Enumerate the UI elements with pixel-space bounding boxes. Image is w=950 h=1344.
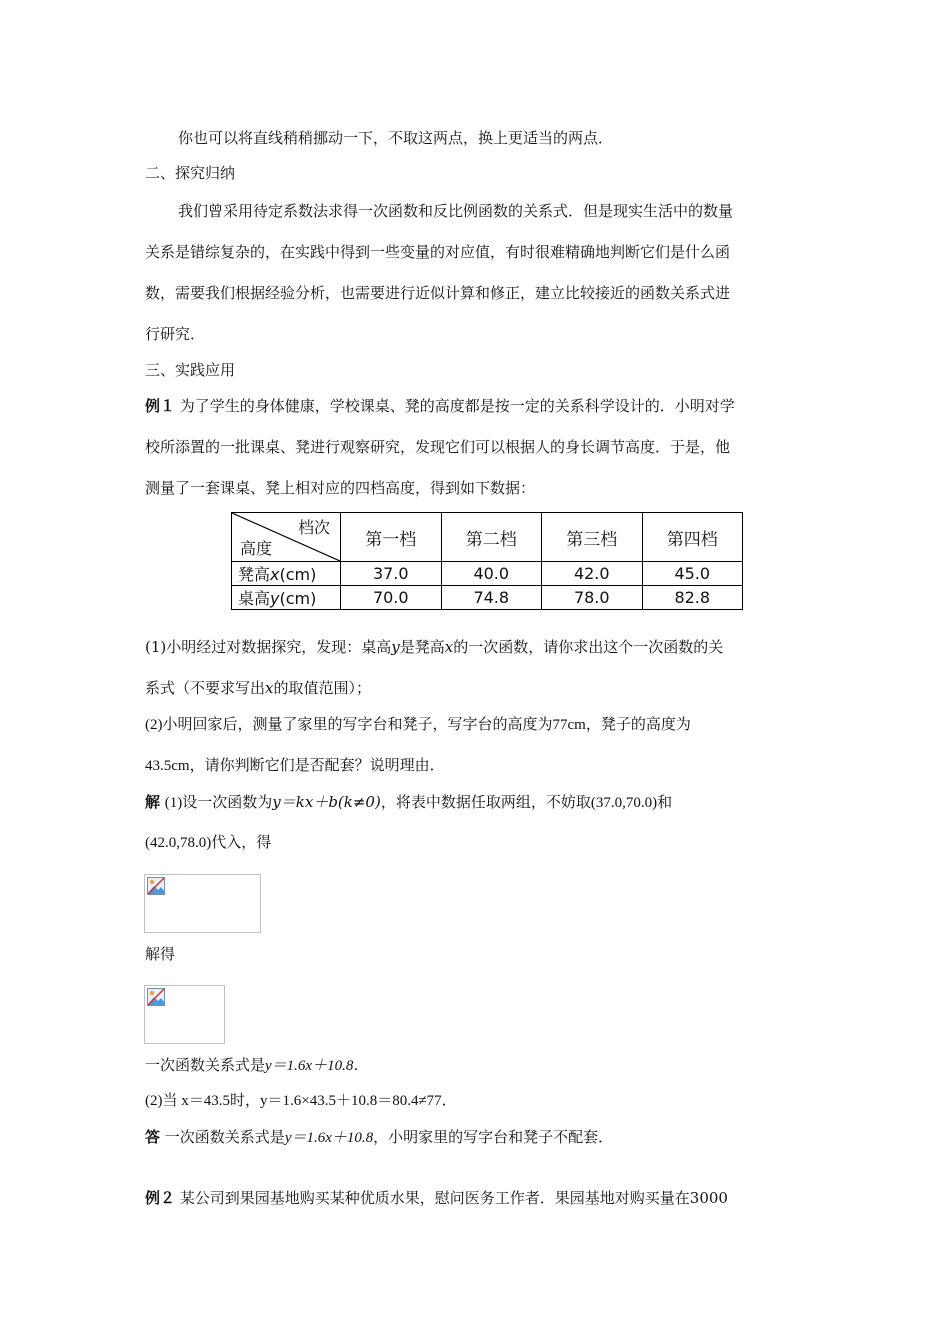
section-heading: 二、探究归纳 <box>145 164 236 182</box>
row-header <box>232 586 341 610</box>
table-cell: 42.0 <box>542 562 643 586</box>
row-variable: y <box>270 589 280 608</box>
equation: y＝kx＋b(k≠0) <box>272 793 381 811</box>
paragraph-line: 解得 <box>145 945 176 963</box>
answer-line <box>145 1127 613 1148</box>
variable: x <box>444 638 454 656</box>
column-header: 第一档 <box>341 513 442 562</box>
example-label: 例２ <box>145 1189 176 1207</box>
text-span: 的一次函数，请你求出这个一次函数的关 <box>453 638 724 656</box>
table-cell: 82.8 <box>642 586 743 610</box>
example-label: 例１ <box>145 397 176 415</box>
row-unit: (cm) <box>279 565 317 584</box>
equation: y＝1.6x＋10.8 <box>284 1130 374 1146</box>
row-unit: (cm) <box>279 589 317 608</box>
answer-label: 答 <box>145 1128 161 1146</box>
paragraph-line: 你也可以将直线稍稍挪动一下，不取这两点，换上更适当的两点． <box>178 129 614 147</box>
height-data-table <box>231 512 743 610</box>
text-span: 一次函数关系式是 <box>145 1056 266 1074</box>
paragraph-line: 43.5cm，请你判断它们是否配套？说明理由． <box>145 758 445 774</box>
table-row <box>232 586 743 610</box>
paragraph-line <box>145 678 371 698</box>
paragraph-line: 行研究． <box>145 325 206 343</box>
paragraph-line: 我们曾采用待定系数法求得一次函数和反比例函数的关系式．但是现实生活中的数量 <box>178 202 734 220</box>
column-header: 第二档 <box>441 513 542 562</box>
broken-image-icon <box>147 877 165 895</box>
table-row <box>232 562 743 586</box>
example-2-line <box>145 1188 728 1208</box>
result-line <box>145 1055 368 1076</box>
corner-label-bottom: 高度 <box>240 539 273 558</box>
text-span: 一次函数关系式是 <box>164 1128 285 1146</box>
row-label: 桌高 <box>238 589 271 608</box>
text-span: ，小明家里的写字台和凳子不配套． <box>373 1128 614 1146</box>
variable: x <box>265 679 274 697</box>
paragraph-line: 测量了一套课桌、凳上相对应的四档高度，得到如下数据： <box>145 479 536 497</box>
text-span: ，将表中数据任取两组，不妨取(37.0,70.0)和 <box>380 795 673 811</box>
table-cell: 74.8 <box>441 586 542 610</box>
broken-image-icon <box>147 988 165 1006</box>
solution-label: 解 <box>145 793 161 811</box>
table-cell: 45.0 <box>642 562 743 586</box>
solution-line <box>145 792 672 813</box>
table-cell: 70.0 <box>341 586 442 610</box>
corner-label-top: 档次 <box>297 518 330 537</box>
table-cell: 78.0 <box>542 586 643 610</box>
section-heading: 三、实践应用 <box>145 361 236 379</box>
example-text: 为了学生的身体健康，学校课桌、凳的高度都是按一定的关系科学设计的．小明对学 <box>179 397 735 415</box>
paragraph-line: 关系是错综复杂的，在实践中得到一些变量的对应值，有时很难精确地判断它们是什么函 <box>145 243 731 261</box>
paragraph-line: (42.0,78.0)代入，得 <box>145 835 272 851</box>
table-cell: 37.0 <box>341 562 442 586</box>
missing-equation-image <box>144 985 225 1044</box>
column-header: 第三档 <box>542 513 643 562</box>
missing-equation-image <box>144 874 261 933</box>
variable: y <box>391 638 400 656</box>
text-span: (1)小明经过对数据探究，发现：桌高 <box>145 638 392 656</box>
row-variable: x <box>270 565 280 584</box>
example-1-line <box>145 396 735 416</box>
equation: y＝1.6x＋10.8． <box>265 1058 369 1074</box>
paragraph-line: 校所添置的一批课桌、凳进行观察研究，发现它们可以根据人的身长调节高度．于是，他 <box>145 438 731 456</box>
table-header-row <box>232 513 743 562</box>
paragraph-line: 数，需要我们根据经验分析，也需要进行近似计算和修正，建立比较接近的函数关系式进 <box>145 284 731 302</box>
text-span: (1)设一次函数为 <box>164 795 273 811</box>
question-1-line <box>145 637 723 657</box>
table-corner-cell <box>232 513 341 562</box>
table-cell: 40.0 <box>441 562 542 586</box>
row-header <box>232 562 341 586</box>
solution-step-2: (2)当 x＝43.5时，y＝1.6×43.5＋10.8＝80.4≠77． <box>145 1093 457 1109</box>
text-span: 系式（不要求写出 <box>145 679 266 697</box>
column-header: 第四档 <box>642 513 743 562</box>
example-text: 某公司到果园基地购买某种优质水果，慰问医务工作者．果园基地对购买量在3000 <box>179 1189 728 1207</box>
question-2-line: (2)小明回家后，测量了家里的写字台和凳子，写字台的高度为77cm，凳子的高度为 <box>145 717 691 733</box>
text-span: 是凳高 <box>399 638 445 656</box>
text-span: 的取值范围）； <box>273 679 371 697</box>
row-label: 凳高 <box>238 565 271 584</box>
